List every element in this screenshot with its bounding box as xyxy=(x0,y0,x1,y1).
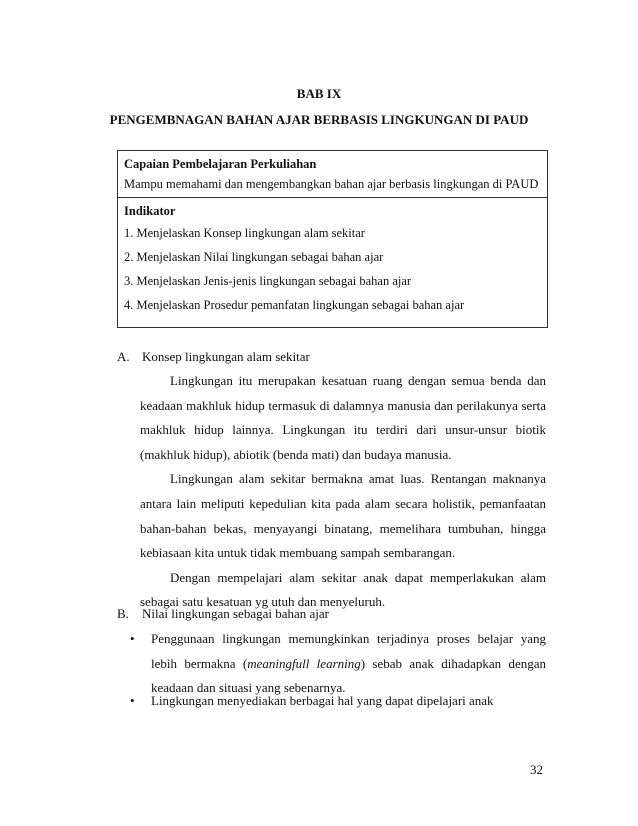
indikator-item: 3. Menjelaskan Jenis-jenis lingkungan sebagai bahan ajar xyxy=(124,274,412,288)
bullet-list xyxy=(130,689,546,714)
section-b-heading xyxy=(117,606,329,622)
paragraph: Lingkungan itu merupakan kesatuan ruang dengan semua benda dan keadaan makhluk hidup termasuk di dalamnya manusia dan perilakunya serta makhluk hidup lainnya. Lingkungan itu terdiri dari unsur-unsur biotik (makhluk hidup), abiotik (benda mati) dan budaya manusia. xyxy=(140,373,546,462)
indikator-item: 1. Menjelaskan Konsep lingkungan alam sekitar xyxy=(124,226,365,240)
section-a-body xyxy=(140,369,546,615)
capaian-text: Mampu memahami dan mengembangkan bahan ajar berbasis lingkungan di PAUD xyxy=(124,177,539,191)
bullet-item xyxy=(130,689,546,714)
section-title: Konsep lingkungan alam sekitar xyxy=(142,349,310,364)
section-a-heading xyxy=(117,349,310,365)
capaian-section xyxy=(118,151,547,198)
bullet-icon: • xyxy=(130,631,135,646)
indikator-item: 2. Menjelaskan Nilai lingkungan sebagai bahan ajar xyxy=(124,250,384,264)
section-letter: A. xyxy=(117,349,130,364)
indikator-heading: Indikator xyxy=(124,204,176,218)
bullet-text: ) sebab anak dihadapkan dengan keadaan dan situasi yang sebenarnya. xyxy=(151,655,547,696)
page-number: 32 xyxy=(530,762,543,777)
chapter-label: BAB IX xyxy=(296,86,342,101)
bullet-italic-term: meaningfull learning xyxy=(247,655,361,671)
bullet-text: Penggunaan lingkungan memungkinkan terjadinya proses belajar yang lebih bermakna ( xyxy=(151,631,546,671)
indikator-section xyxy=(118,198,547,317)
capaian-heading: Capaian Pembelajaran Perkuliahan xyxy=(124,157,317,171)
paragraph: Dengan mempelajari alam sekitar anak dapat memperlakukan alam sebagai satu kesatuan yg utuh dan menyeluruh. xyxy=(140,569,546,610)
bullet-icon: • xyxy=(130,693,135,708)
bullet-text: Lingkungan menyediakan berbagai hal yang dapat dipelajari anak xyxy=(151,693,494,708)
paragraph: Lingkungan alam sekitar bermakna amat luas. Rentangan maknanya antara lain meliputi kepedulian kita pada alam secara holistik, pemanfaatan bahan-bahan bekas, menyayangi binatang, memelihara tumbuhan, hingga kebiasaan kita untuk tidak membuang sampah sembarangan. xyxy=(140,471,546,561)
section-letter: B. xyxy=(117,606,129,621)
indikator-item: 4. Menjelaskan Prosedur pemanfatan lingkungan sebagai bahan ajar xyxy=(124,298,465,312)
chapter-title: PENGEMBNAGAN BAHAN AJAR BERBASIS LINGKUNGAN DI PAUD xyxy=(109,112,529,127)
learning-outcomes-box xyxy=(117,150,548,328)
section-title: Nilai lingkungan sebagai bahan ajar xyxy=(142,606,329,621)
